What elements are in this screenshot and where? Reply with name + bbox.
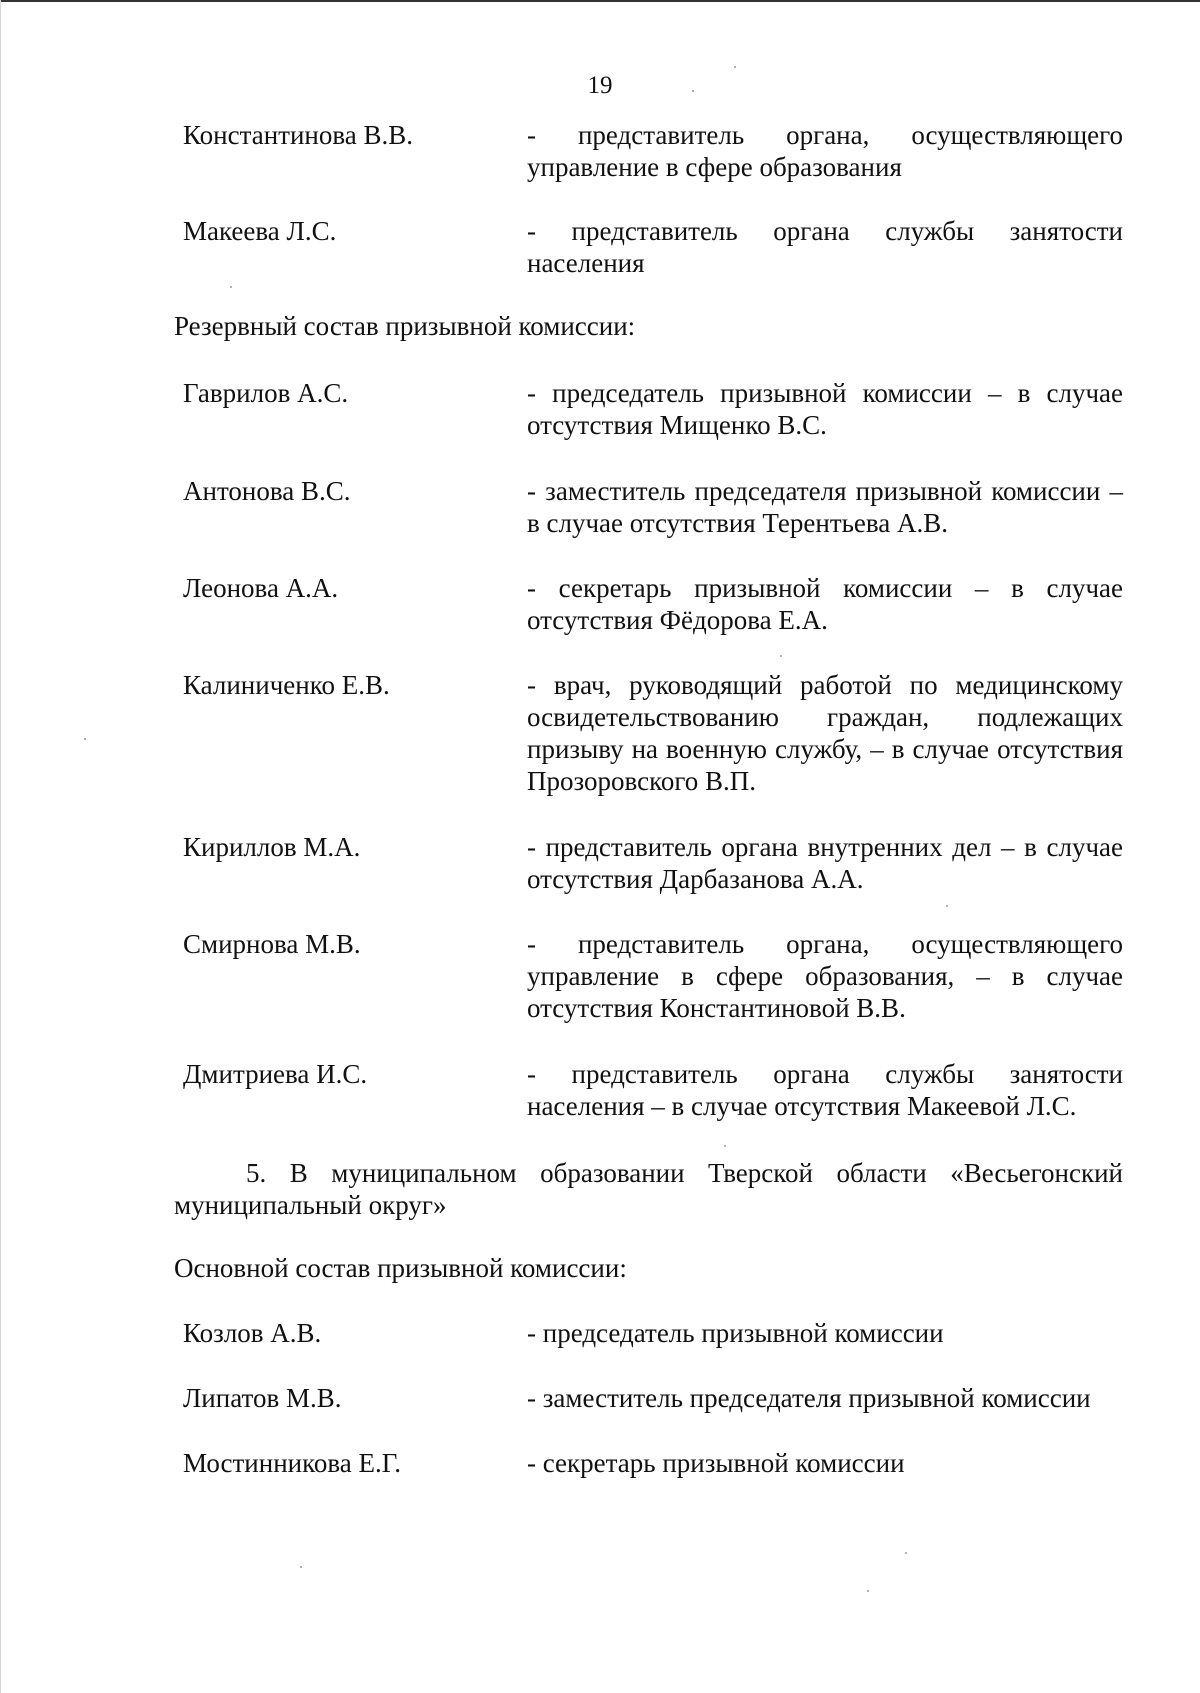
member-role: - секретарь призывной комиссии – в случае отсутствия Фёдорова Е.А. xyxy=(527,573,1123,635)
member-name: Леонова А.А. xyxy=(183,573,339,603)
scan-speck xyxy=(946,905,948,907)
scan-speck xyxy=(780,655,782,657)
member-name: Гаврилов А.С. xyxy=(183,378,349,408)
member-role: - председатель призывной комиссии xyxy=(527,1318,944,1348)
scan-border-top xyxy=(0,0,1200,2)
member-role: - представитель органа службы занятости населения – в случае отсутствия Макеевой Л.С. xyxy=(527,1059,1123,1121)
member-name: Дмитриева И.С. xyxy=(183,1059,368,1089)
member-name: Калиниченко Е.В. xyxy=(183,670,390,700)
scan-speck xyxy=(692,90,694,92)
member-role: - заместитель председателя призывной комиссии – в случае отсутствия Терентьева А.В. xyxy=(527,476,1123,538)
member-role: - представитель органа службы занятости населения xyxy=(527,216,1123,278)
member-name: Липатов М.В. xyxy=(183,1383,342,1413)
member-name: Константинова В.В. xyxy=(183,120,414,150)
page-number: 19 xyxy=(587,72,613,99)
member-name: Антонова В.С. xyxy=(183,476,351,506)
scan-border-left xyxy=(0,0,1,1693)
member-role: - председатель призывной комиссии – в случае отсутствия Мищенко В.С. xyxy=(527,378,1123,440)
scan-speck xyxy=(84,738,86,740)
scan-speck xyxy=(300,1566,302,1568)
member-name: Мостинникова Е.Г. xyxy=(183,1448,402,1478)
member-role: - заместитель председателя призывной комиссии xyxy=(527,1383,1091,1413)
main-heading: Основной состав призывной комиссии: xyxy=(174,1253,627,1283)
section-paragraph: 5. В муниципальном образовании Тверской области «Весьегонский муниципальный округ» xyxy=(174,1158,1123,1220)
scan-speck xyxy=(867,1590,869,1592)
member-name: Макеева Л.С. xyxy=(183,216,337,246)
member-role: - секретарь призывной комиссии xyxy=(527,1448,905,1478)
member-name: Козлов А.В. xyxy=(183,1318,322,1348)
member-name: Кириллов М.А. xyxy=(183,832,361,862)
scan-speck xyxy=(905,1552,907,1554)
scan-speck xyxy=(734,66,736,68)
scan-speck xyxy=(724,1145,726,1147)
member-role: - представитель органа внутренних дел – в случае отсутствия Дарбазанова А.А. xyxy=(527,832,1123,894)
reserve-heading: Резервный состав призывной комиссии: xyxy=(174,311,636,341)
member-role: - представитель органа, осуществляющего управление в сфере образования xyxy=(527,120,1123,182)
member-role: - врач, руководящий работой по медицинскому освидетельствованию граждан, подлежащих призыву на военную службу, – в случае отсутствия Прозоровского В.П. xyxy=(527,670,1123,796)
member-role: - представитель органа, осуществляющего управление в сфере образования, – в случае отсутствия Константиновой В.В. xyxy=(527,929,1123,1023)
member-name: Смирнова М.В. xyxy=(183,929,361,959)
scan-speck xyxy=(230,286,232,288)
